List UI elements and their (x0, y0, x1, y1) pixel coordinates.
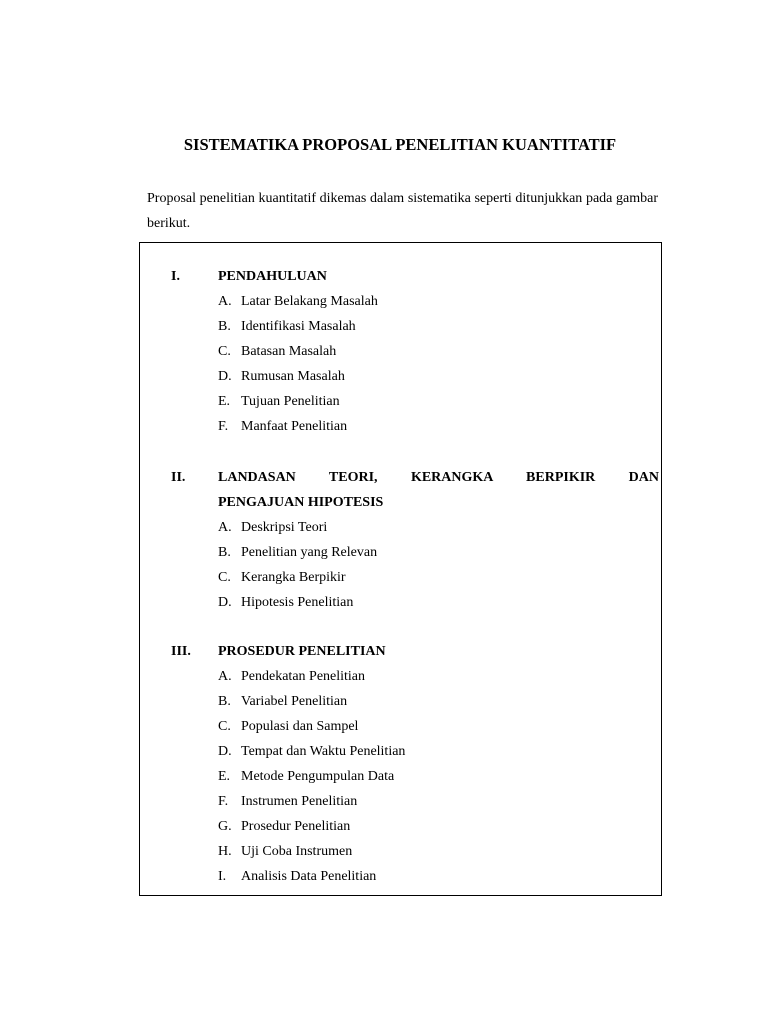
section-title (218, 465, 659, 515)
intro-paragraph: Proposal penelitian kuantitatif dikemas dalam sistematika seperti ditunjukkan pada gambar berikut. (147, 191, 658, 231)
item-letter: B. (218, 545, 231, 560)
item-text: Populasi dan Sampel (241, 719, 359, 734)
list-item (218, 414, 659, 439)
item-letter: D. (218, 595, 232, 610)
item-letter: E. (218, 769, 231, 784)
item-letter: F. (218, 419, 229, 434)
section-landasan-teori (171, 465, 659, 615)
item-text: Batasan Masalah (241, 344, 337, 359)
item-text: Uji Coba Instrumen (241, 844, 353, 859)
section-title-line-2: PENGAJUAN HIPOTESIS (218, 495, 384, 510)
section-title: PROSEDUR PENELITIAN (218, 644, 386, 659)
outline-box (139, 242, 662, 896)
section-heading (171, 465, 659, 515)
item-list (171, 664, 659, 889)
section-number: II. (171, 470, 186, 485)
list-item (218, 739, 659, 764)
item-letter: A. (218, 669, 232, 684)
item-text: Identifikasi Masalah (241, 319, 356, 334)
item-letter: C. (218, 344, 231, 359)
list-item (218, 565, 659, 590)
item-text: Pendekatan Penelitian (241, 669, 366, 684)
item-text: Manfaat Penelitian (241, 419, 348, 434)
item-letter: H. (218, 844, 232, 859)
list-item (218, 864, 659, 889)
item-letter: C. (218, 570, 231, 585)
item-letter: D. (218, 369, 232, 384)
list-item (218, 339, 659, 364)
list-item (218, 364, 659, 389)
item-text: Analisis Data Penelitian (241, 869, 377, 884)
item-text: Metode Pengumpulan Data (241, 769, 395, 784)
section-title: PENDAHULUAN (218, 269, 327, 284)
item-text: Variabel Penelitian (241, 694, 348, 709)
section-heading (171, 264, 659, 289)
item-text: Rumusan Masalah (241, 369, 345, 384)
list-item (218, 814, 659, 839)
list-item (218, 515, 659, 540)
item-letter: C. (218, 719, 231, 734)
item-text: Latar Belakang Masalah (241, 294, 378, 309)
item-letter: A. (218, 294, 232, 309)
list-item (218, 289, 659, 314)
item-text: Kerangka Berpikir (241, 570, 346, 585)
item-text: Instrumen Penelitian (241, 794, 358, 809)
list-item (218, 389, 659, 414)
section-number: III. (171, 644, 191, 659)
list-item (218, 839, 659, 864)
list-item (218, 689, 659, 714)
item-text: Deskripsi Teori (241, 520, 328, 535)
item-text: Tujuan Penelitian (241, 394, 340, 409)
section-number: I. (171, 269, 180, 284)
item-text: Penelitian yang Relevan (241, 545, 378, 560)
item-letter: A. (218, 520, 232, 535)
item-letter: G. (218, 819, 232, 834)
item-letter: E. (218, 394, 231, 409)
list-item (218, 314, 659, 339)
item-letter: B. (218, 319, 231, 334)
item-text: Hipotesis Penelitian (241, 595, 354, 610)
list-item (218, 664, 659, 689)
item-text: Tempat dan Waktu Penelitian (241, 744, 406, 759)
list-item (218, 789, 659, 814)
section-title-line-1: LANDASAN TEORI, KERANGKA BERPIKIR DAN (218, 470, 659, 485)
list-item (218, 764, 659, 789)
item-letter: I. (218, 869, 227, 884)
item-list (171, 515, 659, 615)
section-heading (171, 639, 659, 664)
section-prosedur-penelitian (171, 639, 659, 889)
list-item (218, 590, 659, 615)
list-item (218, 540, 659, 565)
page-title: SISTEMATIKA PROPOSAL PENELITIAN KUANTITATIF (183, 135, 617, 154)
item-text: Prosedur Penelitian (241, 819, 351, 834)
item-list (171, 289, 659, 439)
list-item (218, 714, 659, 739)
section-pendahuluan (171, 264, 659, 439)
item-letter: F. (218, 794, 229, 809)
item-letter: D. (218, 744, 232, 759)
item-letter: B. (218, 694, 231, 709)
